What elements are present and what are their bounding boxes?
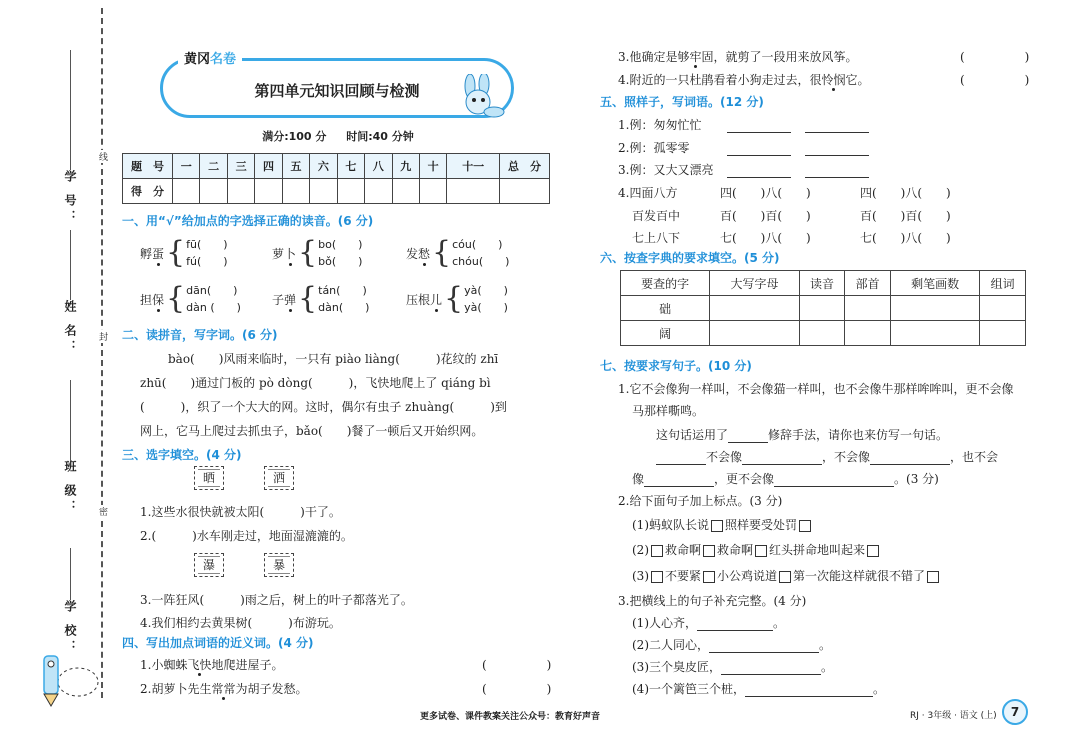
pencil-mascot-icon [36, 648, 100, 708]
exam-time: 时间:40 分钟 [346, 130, 414, 143]
punctuation-item-1: (1)蚂蚁队长说 照样要受处罚 [632, 516, 813, 533]
name-label: 姓 名： [63, 300, 77, 357]
punct-box[interactable] [779, 571, 791, 583]
mark-feng: 封 [97, 332, 107, 341]
punct-box[interactable] [755, 545, 767, 557]
pinyin-line-1[interactable]: bào( )风雨来临时，一只有 piào liàng( )花纹的 zhī [168, 352, 499, 366]
completion-item-2: (2)二人同心， 。 [632, 638, 832, 652]
score-row: 得 分 [123, 179, 550, 204]
fold-line [101, 8, 103, 698]
section-6-title: 六、按查字典的要求填空。(5 分) [600, 251, 780, 265]
imitation-line-1: 不会像 ，不会像 ，也不会 [656, 448, 998, 465]
char-option-4: 暴 [264, 553, 294, 577]
completion-item-1: (1)人心齐， 。 [632, 616, 786, 630]
word-example-1: 1.例：匆匆忙忙 [618, 116, 869, 133]
fill-question-4[interactable]: 4.我们相约去黄果树( )布游玩。 [140, 616, 341, 630]
section-1-title: 一、用“√”给加点的字选择正确的读音。(6 分) [122, 214, 374, 228]
word-pattern-5-label: 百发百中 [632, 209, 681, 223]
synonym-answer-4[interactable]: ( ) [960, 73, 1030, 87]
fill-question-2[interactable]: 2.( )水车刚走过，地面湿漉漉的。 [140, 529, 353, 543]
section-3-title: 三、选字填空。(4 分) [122, 448, 242, 462]
word-pattern-5b[interactable]: 百( )百( ) [860, 209, 951, 223]
completion-item-3: (3)三个臭皮匠， 。 [632, 660, 834, 674]
synonym-answer-2[interactable]: ( ) [482, 682, 552, 696]
rhetoric-blank[interactable] [728, 431, 768, 443]
punct-box[interactable] [799, 520, 811, 532]
completion-item-4: (4)一个篱笆三个桩， 。 [632, 682, 886, 696]
punct-box[interactable] [703, 545, 715, 557]
word-pattern-6a[interactable]: 七( )八( ) [720, 231, 811, 245]
dictionary-row: 阔 [621, 321, 1026, 346]
name-field[interactable] [62, 230, 79, 356]
rhetoric-prompt: 这句话运用了 修辞手法，请你也来仿写一句话。 [656, 428, 949, 442]
word-pattern-5a[interactable]: 百( )百( ) [720, 209, 811, 223]
pron-item-5: 子 弹 { tán( ) dàn( ) [272, 281, 370, 316]
dictionary-row: 础 [621, 296, 1026, 321]
word-pattern-4a[interactable]: 四( )八( ) [720, 186, 811, 200]
school-label: 学 校： [63, 600, 77, 657]
sentence-question-1-cont: 马那样嘶鸣。 [632, 404, 705, 418]
score-header-row: 题 号 一 二 三 四 五 六 七 八 九 十 十一 总 分 [123, 154, 550, 179]
synonym-question-2: 2.胡萝卜先生常常为胡子发愁。 [140, 682, 308, 696]
dictionary-table [620, 270, 1026, 346]
completion-question: 3.把横线上的句子补充完整。(4 分) [618, 594, 807, 608]
synonym-question-3: 3.他确定是够牢固，就剪了一段用来放风筝。 [618, 50, 858, 64]
score-table [122, 153, 550, 204]
imitation-line-2: 像 ，更不会像 。(3 分) [632, 472, 939, 486]
pron-item-4: 担 保 { dān( ) dàn ( ) [140, 281, 241, 316]
pron-item-2: 萝 卜 { bo( ) bǒ( ) [272, 235, 363, 270]
section-7-title: 七、按要求写句子。(10 分) [600, 359, 752, 373]
fill-question-1[interactable]: 1.这些水很快就被太阳( )干了。 [140, 505, 341, 519]
sentence-question-1: 1.它不会像狗一样叫，不会像猫一样叫，也不会像牛那样哞哞叫，更不会像 [618, 382, 1014, 396]
punctuation-question: 2.给下面句子加上标点。(3 分) [618, 494, 783, 508]
section-2-title: 二、读拼音，写字词。(6 分) [122, 328, 278, 342]
punctuation-item-3: (3) 不要紧 小公鸡说道 第一次能这样就很不错了 [632, 567, 941, 584]
synonym-answer-1[interactable]: ( ) [482, 658, 552, 672]
punct-box[interactable] [927, 571, 939, 583]
char-option-1: 晒 [194, 466, 224, 490]
punctuation-item-2: (2) 救命啊 救命啊 红头拼命地叫起来 [632, 541, 881, 558]
class-field[interactable] [62, 380, 79, 516]
student-no-label: 学 号： [63, 170, 77, 227]
synonym-question-4: 4.附近的一只杜鹃看着小狗走过去，很怜悯它。 [618, 73, 870, 87]
word-example-2: 2.例：孤零零 [618, 139, 869, 156]
punct-box[interactable] [651, 545, 663, 557]
char-option-2: 洒 [264, 466, 294, 490]
mark-xian: 线 [97, 152, 107, 161]
page-info: RJ · 3年级 · 语文 (上) [910, 711, 997, 721]
section-5-title: 五、照样子，写词语。(12 分) [600, 95, 764, 109]
page-number: 7 [1002, 699, 1028, 725]
pinyin-line-4[interactable]: 网上，它马上爬过去抓虫子，bǎo( )餐了一顿后又开始织网。 [140, 424, 484, 438]
pinyin-line-2[interactable]: zhū( )通过门板的 pò dòng( )，飞快地爬上了 qiáng bì [140, 376, 491, 390]
pinyin-line-3[interactable]: ( )，织了一个大大的网。这时，偶尔有虫子 zhuàng( )到 [140, 400, 507, 414]
exam-meta [118, 128, 558, 144]
brand-logo: 黄冈名卷 [178, 48, 242, 67]
pron-item-6: 压根 儿 { yà( ) yà( ) [406, 281, 508, 316]
word-example-3: 3.例：又大又漂亮 [618, 161, 869, 178]
section-4-title: 四、写出加点词语的近义词。(4 分) [122, 636, 314, 650]
rabbit-mascot-icon [458, 74, 508, 118]
word-pattern-4-label: 4.四面八方 [618, 186, 678, 200]
footer-promo: 更多试卷、课件教案关注公众号：教育好声音 [420, 712, 601, 722]
pron-item-1: 孵 蛋 { fū( ) fú( ) [140, 235, 228, 270]
class-label: 班 级： [63, 460, 77, 517]
student-no-field[interactable] [62, 50, 79, 226]
mark-mi: 密 [97, 507, 107, 516]
word-pattern-6b[interactable]: 七( )八( ) [860, 231, 951, 245]
exam-title: 第四单元知识回顾与检测 [254, 82, 420, 100]
full-score: 满分:100 分 [262, 130, 327, 143]
synonym-answer-3[interactable]: ( ) [960, 50, 1030, 64]
synonym-question-1: 1.小蜘蛛飞快地爬进屋子。 [140, 658, 284, 672]
fill-question-3[interactable]: 3.一阵狂风( )雨之后，树上的叶子都落光了。 [140, 593, 413, 607]
word-pattern-6-label: 七上八下 [632, 231, 681, 245]
char-option-3: 瀑 [194, 553, 224, 577]
school-field[interactable] [62, 548, 79, 656]
word-pattern-4b[interactable]: 四( )八( ) [860, 186, 951, 200]
punct-box[interactable] [711, 520, 723, 532]
punct-box[interactable] [651, 571, 663, 583]
punct-box[interactable] [867, 545, 879, 557]
punct-box[interactable] [703, 571, 715, 583]
binding-strip [0, 0, 110, 729]
pron-item-3: 发 愁 { cóu( ) chóu( ) [406, 235, 510, 270]
dictionary-header-row: 要查的字 大写字母 读音 部首 剩笔画数 组词 [621, 271, 1026, 296]
